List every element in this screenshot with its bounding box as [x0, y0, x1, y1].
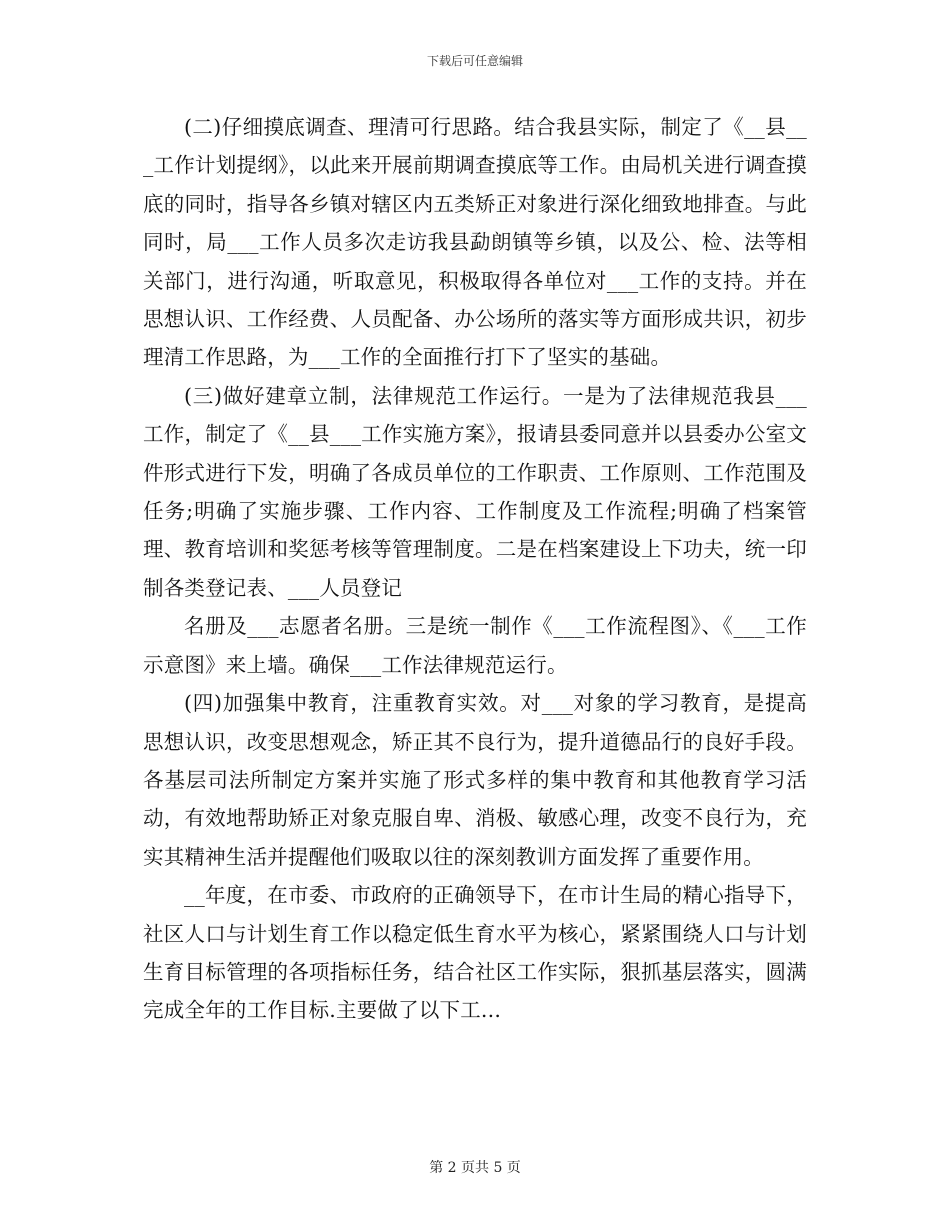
paragraph-registers: 名册及___志愿者名册。三是统一制作《___工作流程图》、《___工作示意图》来上墙。确保___工作法律规范运行。: [143, 614, 807, 677]
paragraph-regulations: (三)做好建章立制，法律规范工作运行。一是为了法律规范我县___工作，制定了《__县___工作实施方案》，报请县委同意并以县委办公室文件形式进行下发，明确了各成员单位的工作职责、工作原则、工作范围及任务;明确了实施步骤、工作内容、工作制度及工作流程;明确了档案管理、教育培训和奖惩考核等管理制度。二是在档案建设上下功夫，统一印制各类登记表、___人员登记: [143, 383, 807, 600]
paragraph-education: (四)加强集中教育，注重教育实效。对___对象的学习教育，是提高思想认识，改变思想观念，矫正其不良行为，提升道德品行的良好手段。各基层司法所制定方案并实施了形式多样的集中教育和其他教育学习活动，有效地帮助矫正对象克服自卑、消极、敏感心理，改变不良行为，充实其精神生活并提醒他们吸取以往的深刻教训方面发挥了重要作用。: [143, 691, 807, 869]
page-header: 下载后可任意编辑: [426, 54, 523, 68]
paragraph-investigation: (二)仔细摸底调查、理清可行思路。结合我县实际，制定了《__县___工作计划提纲》，以此来开展前期调查摸底等工作。由局机关进行调查摸底的同时，指导各乡镇对辖区内五类矫正对象进行深化细致地排查。与此同时，局___工作人员多次走访我县勐朗镇等乡镇，以及公、检、法等相关部门，进行沟通，听取意见，积极取得各单位对___工作的支持。并在思想认识、工作经费、人员配备、办公场所的落实等方面形成共识，初步理清工作思路，为___工作的全面推行打下了坚实的基础。: [143, 115, 807, 370]
page-number: 第 2 页共 5 页: [429, 1160, 521, 1176]
document-body: [143, 108, 807, 1030]
paragraph-annual-summary: __年度，在市委、市政府的正确领导下，在市计生局的精心指导下，社区人口与计划生育工作以稳定低生育水平为核心，紧紧围绕人口与计划生育目标管理的各项指标任务，结合社区工作实际，狠抓基层落实，圆满完成全年的工作目标.主要做了以下工...: [143, 883, 807, 1023]
